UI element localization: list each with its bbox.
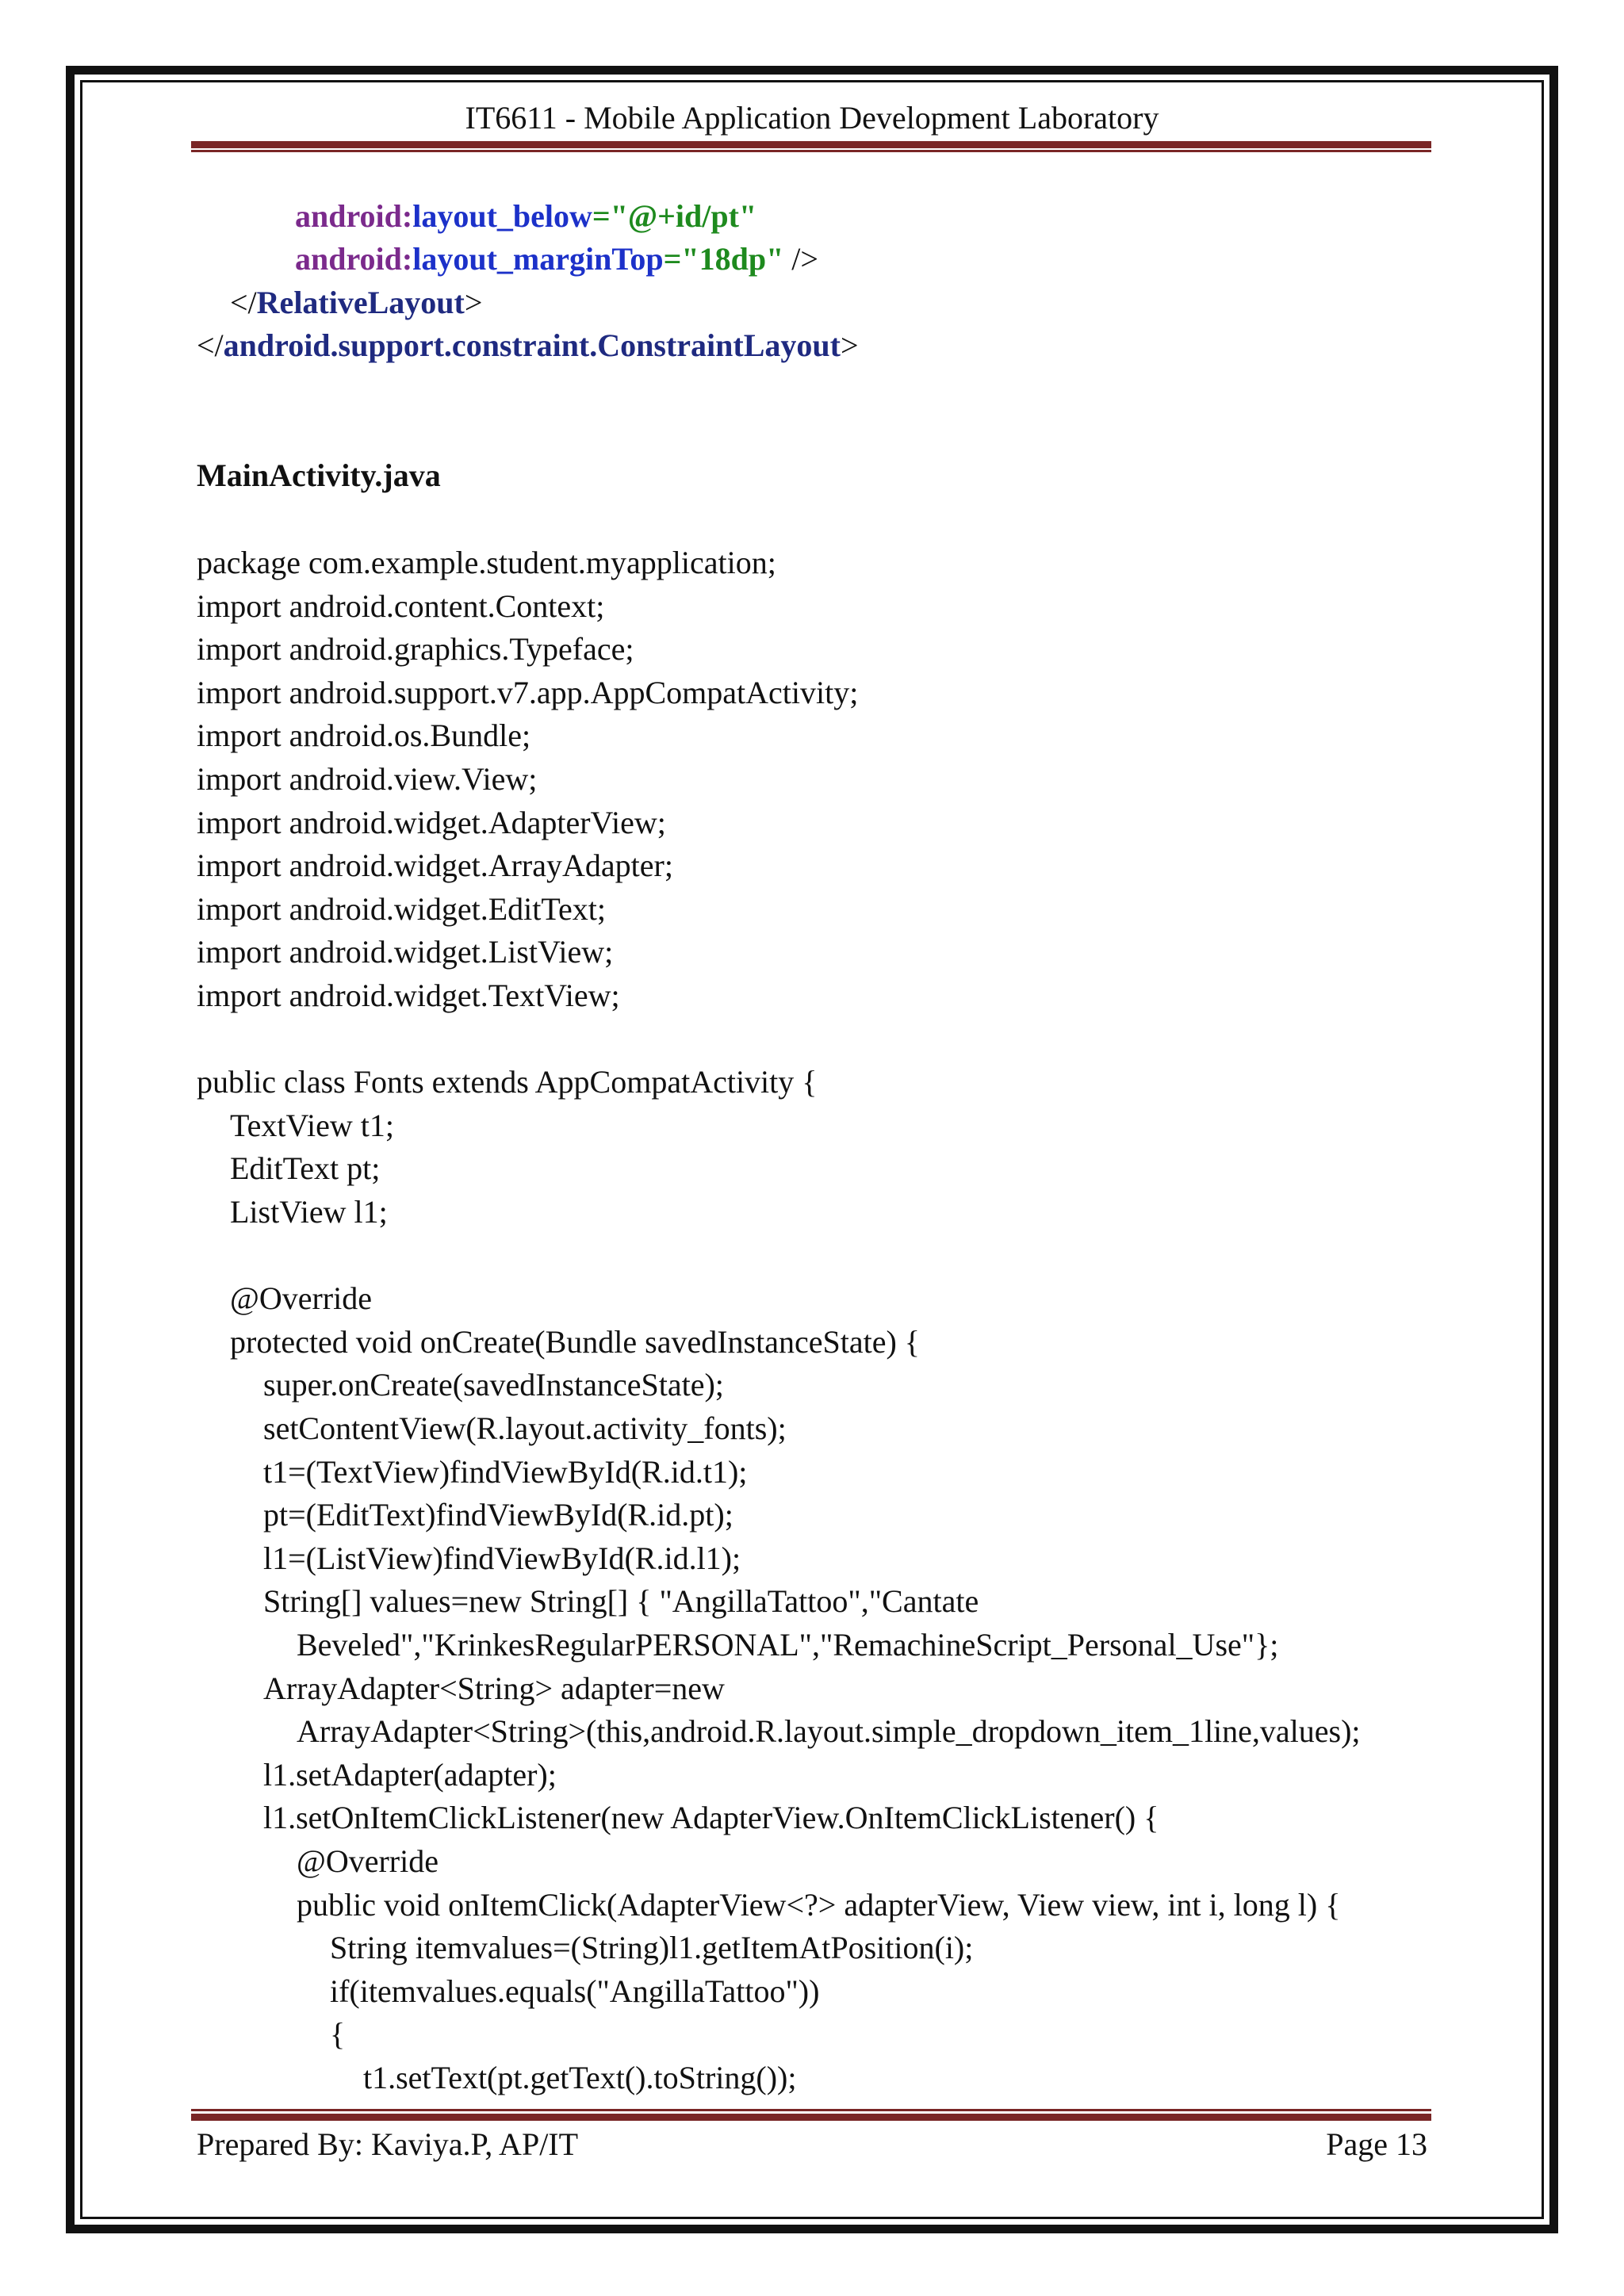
xml-namespace: android — [295, 198, 402, 234]
code-line: pt=(EditText)findViewById(R.id.pt); — [263, 1497, 733, 1533]
code-line: EditText pt; — [230, 1150, 381, 1187]
xml-attribute: layout_marginTop — [412, 241, 664, 277]
xml-attribute: layout_below — [412, 198, 592, 234]
code-line: t1.setText(pt.getText().toString()); — [363, 2060, 797, 2095]
xml-namespace: android — [295, 241, 402, 277]
code-line: import android.widget.EditText; — [197, 890, 606, 927]
code-line: l1.setOnItemClickListener(new AdapterView.OnItemClickListener() { — [263, 1800, 1159, 1836]
footer-author: Prepared By: Kaviya.P, AP/IT — [197, 2126, 579, 2162]
xml-value: "@+id/pt" — [610, 198, 757, 234]
code-line: TextView t1; — [230, 1107, 394, 1143]
xml-line-relative-layout-close — [230, 281, 482, 325]
xml-equals: = — [592, 198, 611, 234]
code-line: if(itemvalues.equals("AngillaTattoo")) — [330, 1973, 820, 2009]
code-line: protected void onCreate(Bundle savedInstanceState) { — [230, 1323, 920, 1360]
code-line: @Override — [297, 1843, 439, 1879]
code-line: setContentView(R.layout.activity_fonts); — [263, 1410, 787, 1446]
code-line: package com.example.student.myapplication; — [197, 545, 776, 580]
header-rule-thick — [191, 141, 1431, 148]
code-line: t1=(TextView)findViewById(R.id.t1); — [263, 1453, 748, 1490]
xml-value: "18dp" — [681, 241, 784, 277]
code-line: import android.widget.ListView; — [197, 934, 614, 970]
code-line: super.onCreate(savedInstanceState); — [263, 1367, 724, 1403]
xml-line-layout-below — [295, 195, 756, 239]
footer-rule-thin — [191, 2109, 1431, 2111]
header-rule-thin — [191, 150, 1431, 152]
xml-separator: : — [401, 198, 413, 234]
code-line: Beveled","KrinkesRegularPERSONAL","RemachineScript_Personal_Use"}; — [297, 1627, 1279, 1663]
code-line: ArrayAdapter<String>(this,android.R.layout.simple_dropdown_item_1line,values); — [297, 1713, 1361, 1750]
code-line: import android.os.Bundle; — [197, 718, 531, 754]
code-line: public class Fonts extends AppCompatActivity { — [197, 1064, 818, 1100]
code-line: ListView l1; — [230, 1194, 388, 1230]
code-line: String[] values=new String[] { "AngillaTattoo","Cantate — [263, 1583, 979, 1620]
xml-tag: RelativeLayout — [256, 285, 465, 320]
xml-self-close: /> — [783, 241, 818, 277]
code-line: { — [330, 2016, 346, 2053]
footer-page-number: Page 13 — [1326, 2126, 1427, 2162]
xml-bracket-close: > — [464, 285, 483, 320]
code-line: import android.content.Context; — [197, 587, 605, 624]
footer-rule-thick — [191, 2114, 1431, 2121]
code-line: l1=(ListView)findViewById(R.id.l1); — [263, 1540, 741, 1576]
code-line: public void onItemClick(AdapterView<?> adapterView, View view, int i, long l) { — [297, 1886, 1341, 1923]
code-line: import android.graphics.Typeface; — [197, 631, 634, 668]
xml-bracket-open: </ — [197, 327, 224, 363]
xml-equals: = — [663, 241, 682, 277]
xml-line-constraint-layout-close — [197, 324, 859, 368]
code-line: @Override — [230, 1280, 372, 1317]
code-line: import android.widget.TextView; — [197, 978, 620, 1013]
code-line: ArrayAdapter<String> adapter=new — [263, 1670, 725, 1706]
section-title: MainActivity.java — [197, 457, 441, 493]
header-title: IT6611 - Mobile Application Development Laboratory — [465, 100, 1159, 136]
code-line: import android.support.v7.app.AppCompatActivity; — [197, 674, 859, 710]
xml-tag: android.support.constraint.ConstraintLayout — [223, 327, 841, 363]
code-line: String itemvalues=(String)l1.getItemAtPosition(i); — [330, 1930, 974, 1966]
xml-line-layout-margin-top — [295, 238, 818, 281]
code-line: import android.widget.ArrayAdapter; — [197, 848, 673, 884]
xml-separator: : — [401, 241, 413, 277]
code-line: l1.setAdapter(adapter); — [263, 1756, 557, 1793]
code-line: import android.view.View; — [197, 761, 538, 797]
xml-bracket-open: </ — [230, 285, 257, 320]
code-line: import android.widget.AdapterView; — [197, 804, 666, 840]
xml-bracket-close: > — [840, 327, 859, 363]
